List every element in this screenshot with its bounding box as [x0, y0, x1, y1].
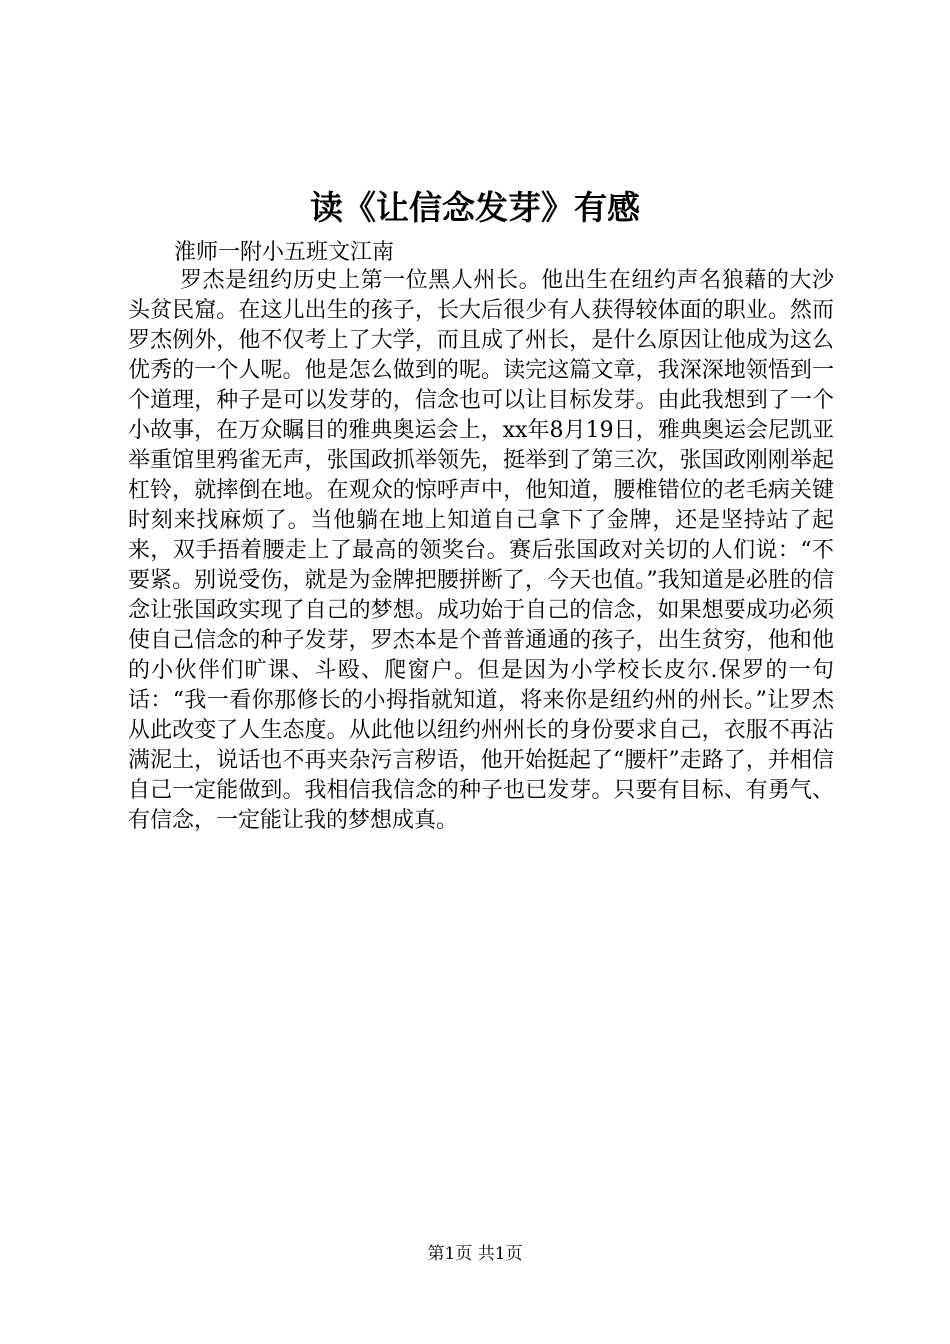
- document-title: 读《让信念发芽》有感: [310, 188, 640, 227]
- page-footer: 第1页 共1页: [427, 1244, 523, 1264]
- author-line: 淮师一附小五班文江南: [174, 240, 395, 265]
- body-paragraph: 罗杰是纽约历史上第一位黑人州长。他出生在纽约声名狼藉的大沙头贫民窟。在这儿出生的孩子，长大后很少有人获得较体面的职业。然而罗杰例外，他不仅考上了大学，而且成了州长，是什么原因让他成为这么优秀的一个人呢。他是怎么做到的呢。读完这篇文章，我深深地领悟到一个道理，种子是可以发芽的，信念也可以让目标发芽。由此我想到了一个小故事，在万众瞩目的雅典奥运会上，xx年8月19日，雅典奥运会尼凯亚举重馆里鸦雀无声，张国政抓举领先，挺举到了第三次，张国政刚刚举起杠铃，就摔倒在地。在观众的惊呼声中，他知道，腰椎错位的老毛病关键时刻来找麻烦了。当他躺在地上知道自己拿下了金牌，还是坚持站了起来，双手捂着腰走上了最高的领奖台。赛后张国政对关切的人们说：“不要紧。别说受伤，就是为金牌把腰拼断了，今天也值。”我知道是必胜的信念让张国政实现了自己的梦想。成功始于自己的信念，如果想要成功必须使自己信念的种子发芽，罗杰本是个普普通通的孩子，出生贫穷，他和他的小伙伴们旷课、斗殴、爬窗户。但是因为小学校长皮尔.保罗的一句话：“我一看你那修长的小拇指就知道，将来你是纽约州的州长。”让罗杰从此改变了人生态度。从此他以纽约州州长的身份要求自己，衣服不再沾满泥土，说话也不再夹杂污言秽语，他开始挺起了“腰杆”走路了，并相信自己一定能做到。我相信我信念的种子也已发芽。只要有目标、有勇气、有信念，一定能让我的梦想成真。: [128, 268, 834, 833]
